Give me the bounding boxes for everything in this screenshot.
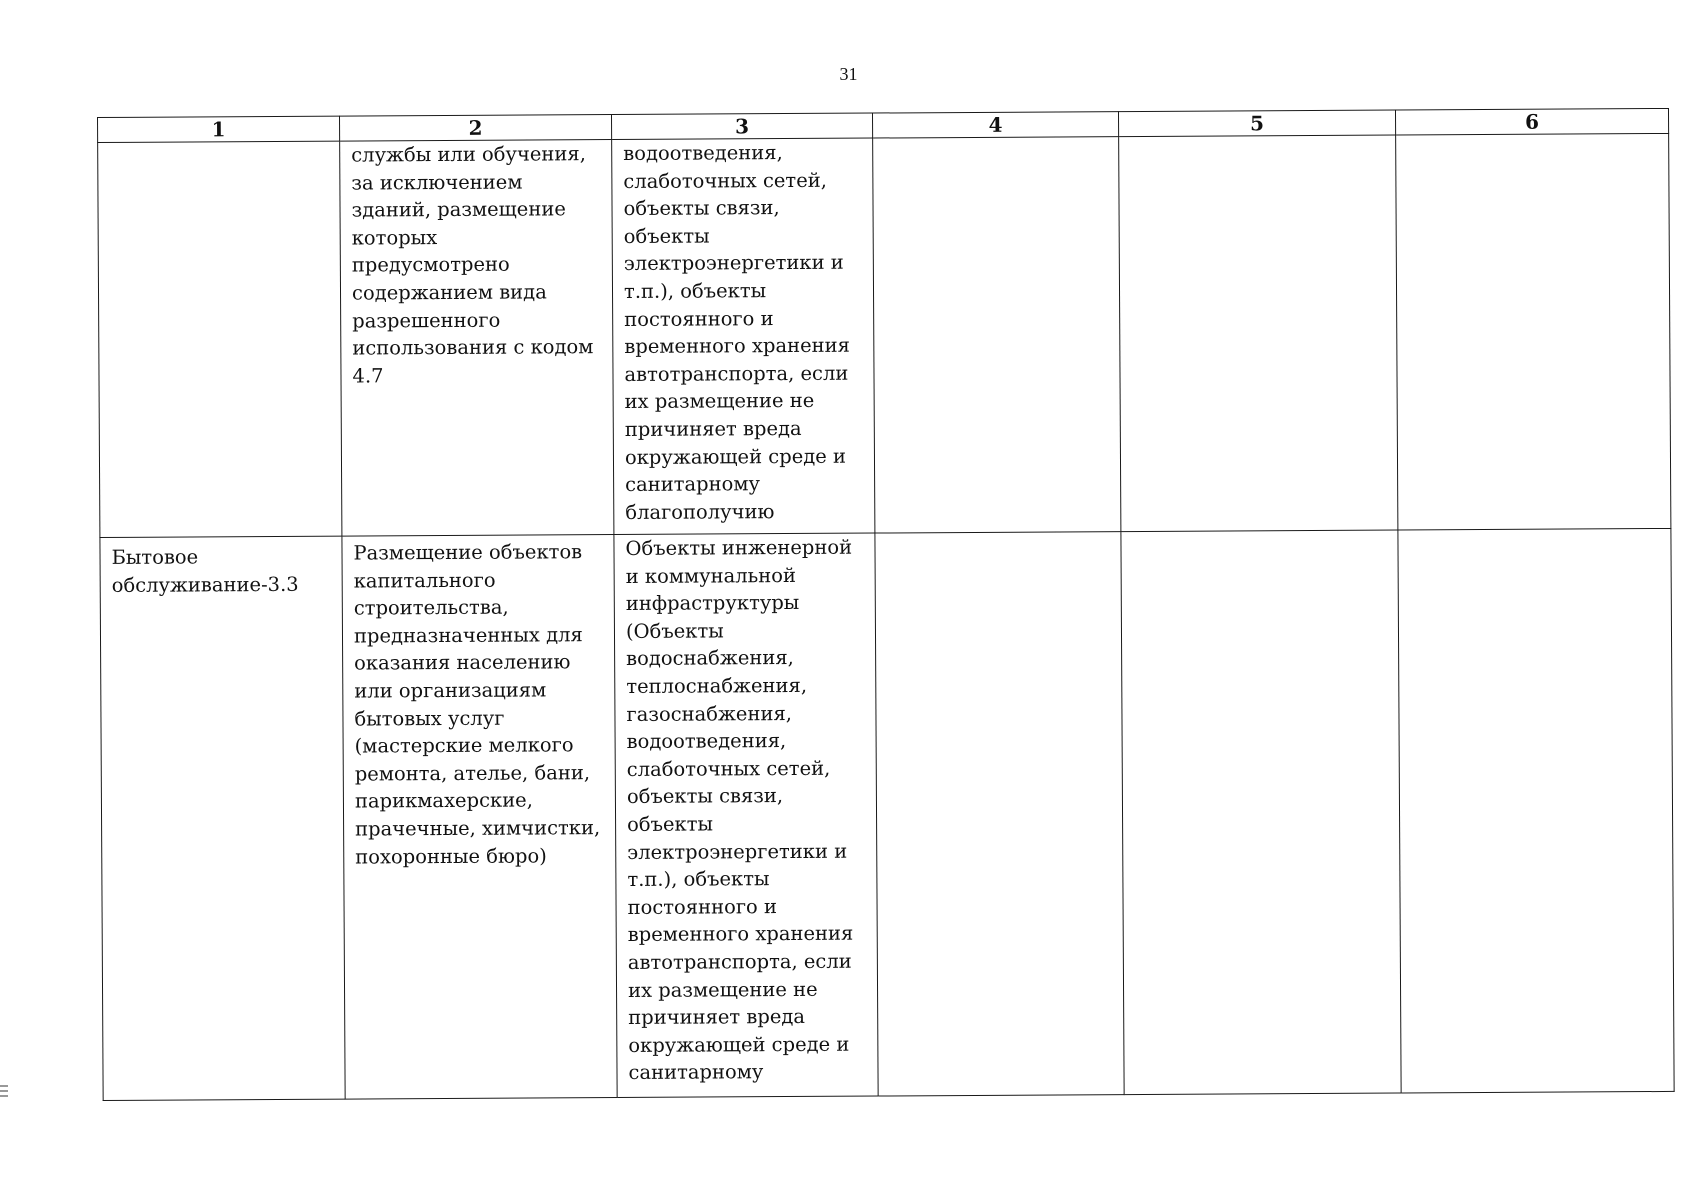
header-col-5: 5: [1118, 110, 1395, 137]
table-row: [100, 528, 1674, 1100]
regulation-table: [97, 108, 1675, 1101]
cell-col-5: [1119, 135, 1398, 532]
cell-description: Размещение объектов капитального строительства, предназначенных для оказания населению или организациям бытовых услуг (мастерские мелкого ремонта, ателье, бани, парикмахерские, прачечные, химчистки, похоронные бюро): [342, 535, 617, 1100]
cell-permitted-objects: Объекты инженерной и коммунальной инфраструктуры (Объекты водоснабжения, теплоснабжения, газоснабжения, водоотведения, слаботочных сетей, объекты связи, объекты электроэнергетики и т.п.), объекты постоянного и временного хранения автотранспорта, если их размещение не причиняет вреда окружающей среде и санитарному: [614, 533, 878, 1097]
header-col-6: 6: [1395, 108, 1668, 135]
cell-use-type: [98, 141, 342, 537]
table-row: [98, 133, 1671, 537]
cell-description: службы или обучения, за исключением зданий, размещение которых предусмотрено содержанием вида разрешенного использования с кодом 4.7: [340, 140, 614, 537]
header-col-2: 2: [339, 115, 611, 142]
cell-use-type: Бытовое обслуживание-3.3: [100, 536, 345, 1100]
header-col-1: 1: [98, 116, 340, 142]
cell-col-6: [1398, 528, 1674, 1093]
header-col-4: 4: [872, 112, 1118, 138]
cell-col-6: [1396, 133, 1671, 530]
cell-col-5: [1121, 530, 1401, 1095]
cell-col-4: [873, 137, 1121, 533]
scan-edge-mark: [0, 1083, 8, 1099]
page-number: 31: [839, 64, 858, 84]
cell-permitted-objects: водоотведения, слаботочных сетей, объекты связи, объекты электроэнергетики и т.п.), объекты постоянного и временного хранения автотранспорта, если их размещение не причиняет вреда окружающей среде и санитарному благополучию: [612, 138, 875, 534]
cell-col-4: [875, 532, 1124, 1096]
header-col-3: 3: [611, 113, 872, 140]
